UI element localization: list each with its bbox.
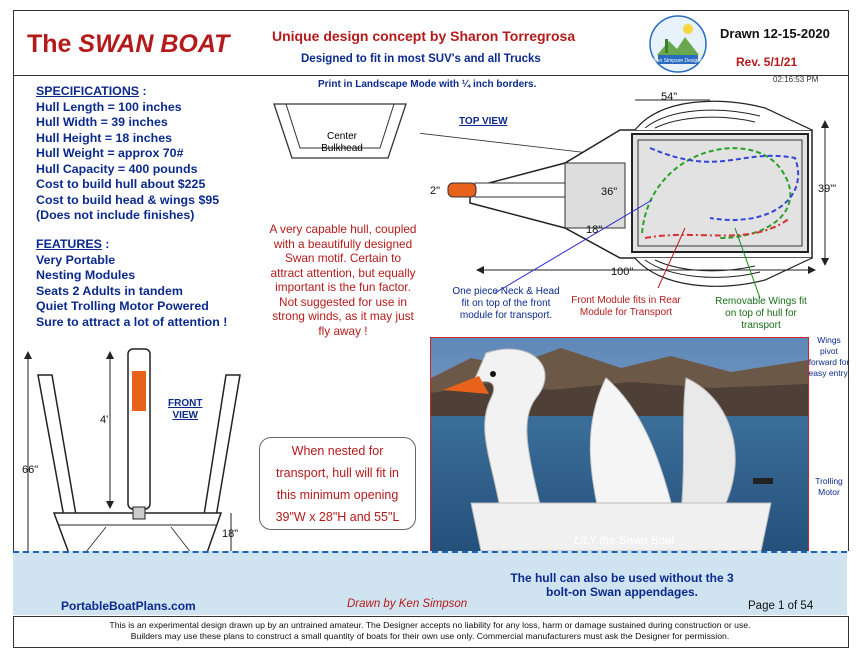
dim-2: 2" (430, 185, 441, 197)
revision-date: Rev. 5/1/21 (736, 55, 798, 69)
dim-18-front: 18" (222, 528, 239, 540)
spec-item: Hull Capacity = 400 pounds (36, 161, 198, 176)
front-module-note: Front Module fits in Rear Module for Transport (571, 295, 681, 318)
spec-item: Hull Width = 39 inches (36, 115, 168, 129)
spec-item: Hull Length = 100 inches (36, 99, 182, 114)
dim-18-top: 18" (586, 224, 603, 236)
front-view-drawing (16, 345, 256, 575)
trolling-motor-note: Trolling Motor (815, 476, 843, 497)
disclaimer-line: Builders may use these plans to construct a small quantity of boats for their own use only. Commercial manufacturers must ask the Designer for permission. (130, 631, 730, 641)
features-heading-colon: : (101, 237, 110, 251)
disclaimer-line: This is an experimental design drawn up by an untrained amateur. The Designer accepts no liability for any loss, harm or damage sustained during construction or use. (109, 620, 751, 630)
spec-item: Hull Weight = approx 70# (36, 146, 184, 160)
dim-100: 100" (611, 266, 634, 278)
swan-boat-photo (430, 337, 809, 552)
features-list (36, 237, 227, 330)
disclaimer-text (13, 620, 847, 642)
drawn-by: Drawn by Ken Simpson (347, 598, 468, 610)
dim-39: 39"' (818, 183, 837, 195)
spec-item: Hull Height = 18 inches (36, 130, 172, 145)
spec-item: Cost to build hull about $225 (36, 177, 206, 191)
print-note: Print in Landscape Mode with ¼ inch borders. (318, 79, 537, 90)
top-view-label: TOP VIEW (459, 116, 508, 127)
photo-caption: LILY the Swan Boat (574, 535, 675, 547)
nested-dimensions-box (259, 437, 416, 530)
center-bulkhead-drawing (270, 100, 410, 164)
wings-note: Removable Wings fit on top of hull for transport (715, 296, 807, 331)
nested-line: When nested for (291, 444, 384, 458)
feature-item: Very Portable (36, 252, 116, 267)
front-view-label (168, 398, 202, 422)
page-title (27, 30, 229, 59)
drawn-date: Drawn 12-15-2020 (720, 26, 830, 41)
feature-item: Nesting Modules (36, 268, 136, 282)
front-view-label-line2: VIEW (172, 410, 198, 421)
specifications-heading-colon: : (139, 84, 147, 98)
wings-pivot-note: Wings pivot forward for easy entry, (808, 335, 850, 378)
title-prefix: The (27, 30, 79, 58)
title-emphasis: SWAN BOAT (78, 30, 230, 58)
feature-item: Seats 2 Adults in tandem (36, 283, 183, 298)
appendages-note: The hull can also be used without the 3 bolt-on Swan appendages. (510, 571, 734, 599)
front-view-label-line1: FRONT (168, 398, 203, 409)
page-number: Page 1 of 54 (748, 600, 814, 612)
features-heading: FEATURES (36, 237, 102, 251)
feature-item: Sure to attract a lot of attention ! (36, 314, 228, 329)
dim-66: 66" (22, 464, 39, 476)
fit-subtitle: Designed to fit in most SUV's and all Trucks (301, 53, 541, 65)
designer-credit: Unique design concept by Sharon Torregrosa (272, 28, 576, 44)
specifications-heading: SPECIFICATIONS (36, 84, 140, 98)
nested-line: transport, hull will fit in (276, 466, 399, 480)
nested-line: this minimum opening (276, 488, 399, 502)
designer-logo (649, 15, 707, 73)
bulkhead-label-line1: Center (326, 131, 358, 142)
website-link[interactable]: PortableBoatPlans.com (61, 599, 196, 613)
nested-line: 39"W x 28"H and 55"L (275, 510, 400, 524)
description-text: A very capable hull, coupled with a beautifully designed Swan motif. Certain to attract attention, but equally important is the fun factor. Not suggested for use in strong winds, as it may just fly away ! (269, 222, 417, 338)
dim-36: 36" (601, 186, 618, 198)
spec-item: Cost to build head & wings $95 (36, 192, 220, 207)
dim-4ft: 4' (100, 414, 109, 426)
bulkhead-label-line2: Bulkhead (321, 143, 363, 154)
spec-item: (Does not include finishes) (36, 208, 195, 222)
logo-lettering: Ken Simpson Designs (653, 58, 703, 64)
feature-item: Quiet Trolling Motor Powered (36, 299, 209, 313)
specifications-list (36, 84, 219, 224)
timestamp: 02:16:53 PM (773, 75, 819, 84)
neck-head-note: One piece Neck & Head fit on top of the front module for transport. (452, 286, 560, 321)
dim-54: 54" (661, 91, 678, 103)
